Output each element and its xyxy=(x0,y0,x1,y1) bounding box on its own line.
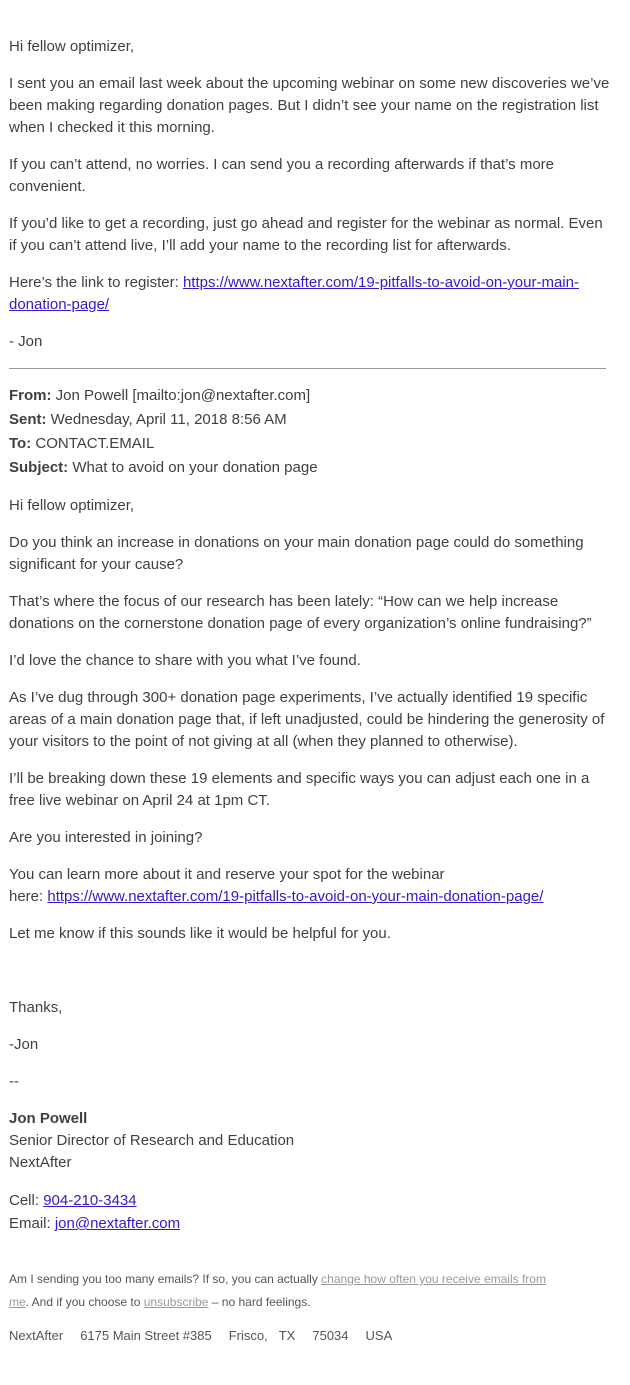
paragraph-recording: If you’d like to get a recording, just go ahead and register for the webinar as normal. Even if you can’t attend live, I’ll add your name to the recording list for afterwards. xyxy=(9,215,603,254)
quoted-paragraph-joining: Are you interested in joining? xyxy=(9,829,203,846)
header-sent-label: Sent: xyxy=(9,411,47,428)
email-content xyxy=(9,36,610,1345)
header-sent xyxy=(9,408,610,432)
header-to-label: To: xyxy=(9,435,32,452)
cell-phone-link[interactable]: 904-210-3434 xyxy=(43,1192,137,1209)
address-street: 6175 Main Street #385 xyxy=(80,1328,212,1343)
quoted-paragraph-research: That’s where the focus of our research has been lately: “How can we help increase donations on the cornerstone donation page of every organization’s online fundraising?” xyxy=(9,593,592,632)
header-subject-label: Subject: xyxy=(9,459,69,476)
paragraph-no-worries: If you can’t attend, no worries. I can send you a recording afterwards if that’s more convenient. xyxy=(9,156,555,195)
signoff-top: - Jon xyxy=(9,333,43,350)
header-subject xyxy=(9,456,610,480)
reserve-spot-link[interactable]: https://www.nextafter.com/19-pitfalls-to-avoid-on-your-main-donation-page/ xyxy=(47,888,544,905)
quoted-paragraph-experiments: As I’ve dug through 300+ donation page experiments, I’ve actually identified 19 specific areas of a main donation page that, if left unadjusted, could be hindering the generosity of your visitors to the point of not giving at all (when they planned to otherwise). xyxy=(9,689,605,750)
header-sent-value: Wednesday, April 11, 2018 8:56 AM xyxy=(50,411,287,428)
paragraph-intro: I sent you an email last week about the upcoming webinar on some new discoveries we’ve been making regarding donation pages. But I didn’t see your name on the registration list when I checked it this morning. xyxy=(9,75,610,136)
signature-title: Senior Director of Research and Education xyxy=(9,1132,295,1149)
quoted-headers xyxy=(9,384,610,480)
greeting: Hi fellow optimizer, xyxy=(9,38,135,55)
quoted-paragraph-share: I’d love the chance to share with you what I’ve found. xyxy=(9,652,361,669)
signature-thanks: Thanks, xyxy=(9,999,63,1016)
quoted-paragraph-learn-more xyxy=(9,864,610,908)
email-label: Email: xyxy=(9,1215,55,1232)
email-frequency-link[interactable]: change how often you receive emails from me xyxy=(9,1272,546,1309)
signature-block xyxy=(9,1108,610,1174)
header-to xyxy=(9,432,610,456)
address-city: Frisco, xyxy=(228,1328,268,1343)
register-link-prefix: Here’s the link to register: xyxy=(9,274,183,291)
footer-text-suffix: – no hard feelings. xyxy=(208,1295,311,1309)
email-address-link[interactable]: jon@nextafter.com xyxy=(54,1215,181,1232)
register-webinar-link[interactable]: https://www.nextafter.com/19-pitfalls-to-avoid-on-your-main-donation-page/ xyxy=(9,274,579,313)
quoted-paragraph-let-me-know: Let me know if this sounds like it would be helpful for you. xyxy=(9,925,391,942)
quoted-message-divider xyxy=(9,368,606,369)
header-from-value: Jon Powell [mailto:jon@nextafter.com] xyxy=(55,387,311,404)
address-company: NextAfter xyxy=(9,1328,64,1343)
paragraph-register xyxy=(9,272,610,316)
address-zip: 75034 xyxy=(312,1328,349,1343)
address-state: TX xyxy=(278,1328,296,1343)
header-to-value: CONTACT.EMAIL xyxy=(35,435,155,452)
footer-text-mid: . And if you choose to xyxy=(25,1295,144,1309)
header-from xyxy=(9,384,610,408)
address-country: USA xyxy=(365,1328,393,1343)
footer-preferences xyxy=(9,1268,569,1314)
learn-more-line1: You can learn more about it and reserve your spot for the webinar xyxy=(9,866,445,883)
quoted-greeting: Hi fellow optimizer, xyxy=(9,497,135,514)
signature-company: NextAfter xyxy=(9,1154,72,1171)
quoted-paragraph-question: Do you think an increase in donations on your main donation page could do something significant for your cause? xyxy=(9,534,584,573)
signature-contact xyxy=(9,1189,610,1235)
quoted-paragraph-webinar: I’ll be breaking down these 19 elements and specific ways you can adjust each one in a free live webinar on April 24 at 1pm CT. xyxy=(9,770,590,809)
header-subject-value: What to avoid on your donation page xyxy=(72,459,318,476)
signature-name: Jon Powell xyxy=(9,1110,88,1127)
learn-more-prefix: here: xyxy=(9,888,48,905)
cell-label: Cell: xyxy=(9,1192,44,1209)
unsubscribe-link[interactable]: unsubscribe xyxy=(143,1295,209,1309)
signature-separator: -- xyxy=(9,1073,19,1090)
footer-text-prefix: Am I sending you too many emails? If so, you can actually xyxy=(9,1272,322,1286)
signature-signoff: -Jon xyxy=(9,1036,39,1053)
header-from-label: From: xyxy=(9,387,52,404)
footer-address xyxy=(9,1327,610,1345)
